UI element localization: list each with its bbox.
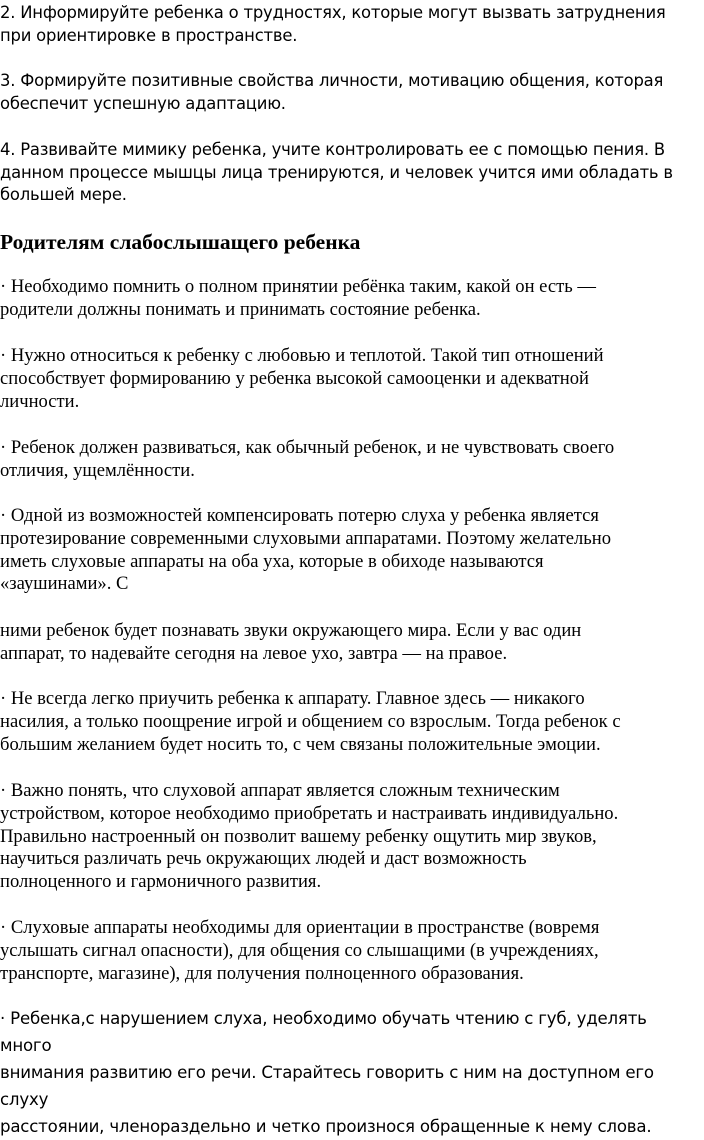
paragraph-continuation: ними ребенок будет познавать звуки окружающего мира. Если у вас один аппарат, то надевайте сегодня на левое ухо, завтра — на правое. — [0, 620, 582, 664]
paragraph-accustom: · Не всегда легко приучить ребенка к аппарату. Главное здесь — никакого насилия, а только поощрение игрой и общением со взрослым. Тогда ребенок с большим желанием будет носить то, с чем связаны положительные эмоции. — [0, 688, 621, 755]
paragraph-lip-reading: · Ребенка,с нарушением слуха, необходимо обучать чтению с губ, уделять много внимания развитию его речи. Старайтесь говорить с ним на доступном его слуху расстоянии, членораздельно и четко произнося обращенные к нему слова. — [0, 1009, 654, 1136]
paragraph-hearing-aids: · Одной из возможностей компенсировать потерю слуха у ребенка является протезирование современными слуховыми аппаратами. Поэтому желательно иметь слуховые аппараты на оба уха, которые в обиходе называются «заушинами». С — [0, 505, 611, 595]
intro-item-2: 2. Информируйте ребенка о трудностях, которые могут вызвать затруднения при ориентировке в пространстве. — [0, 3, 666, 45]
paragraph-development: · Ребенок должен развиваться, как обычный ребенок, и не чувствовать своего отличия, ущемлённости. — [0, 437, 615, 481]
paragraph-device: · Важно понять, что слуховой аппарат является сложным техническим устройством, которое необходимо приобретать и настраивать индивидуально. Правильно настроенный он позволит вашему ребенку ощутить мир звуков, научиться различать речь окружающих людей и даст возможность полноценного и гармоничного развития. — [0, 780, 619, 893]
intro-item-4: 4. Развивайте мимику ребенка, учите контролировать ее с помощью пения. В данном процессе мышцы лица тренируются, и человек учится ими обладать в большей мере. — [0, 140, 673, 204]
paragraph-love: · Нужно относиться к ребенку с любовью и теплотой. Такой тип отношений способствует формированию у ребенка высокой самооценки и адекватной личности. — [0, 345, 604, 412]
paragraph-orientation: · Слуховые аппараты необходимы для ориентации в пространстве (вовремя услышать сигнал опасности), для общения со слышащими (в учреждениях, транспорте, магазине), для получения полноценного образования. — [0, 917, 600, 984]
intro-item-3: 3. Формируйте позитивные свойства личности, мотивацию общения, которая обеспечит успешную адаптацию. — [0, 71, 664, 113]
paragraph-acceptance: · Необходимо помнить о полном принятии ребёнка таким, какой он есть — родители должны понимать и принимать состояние ребенка. — [0, 276, 596, 320]
section-heading: Родителям слабослышащего ребенка — [0, 230, 361, 254]
